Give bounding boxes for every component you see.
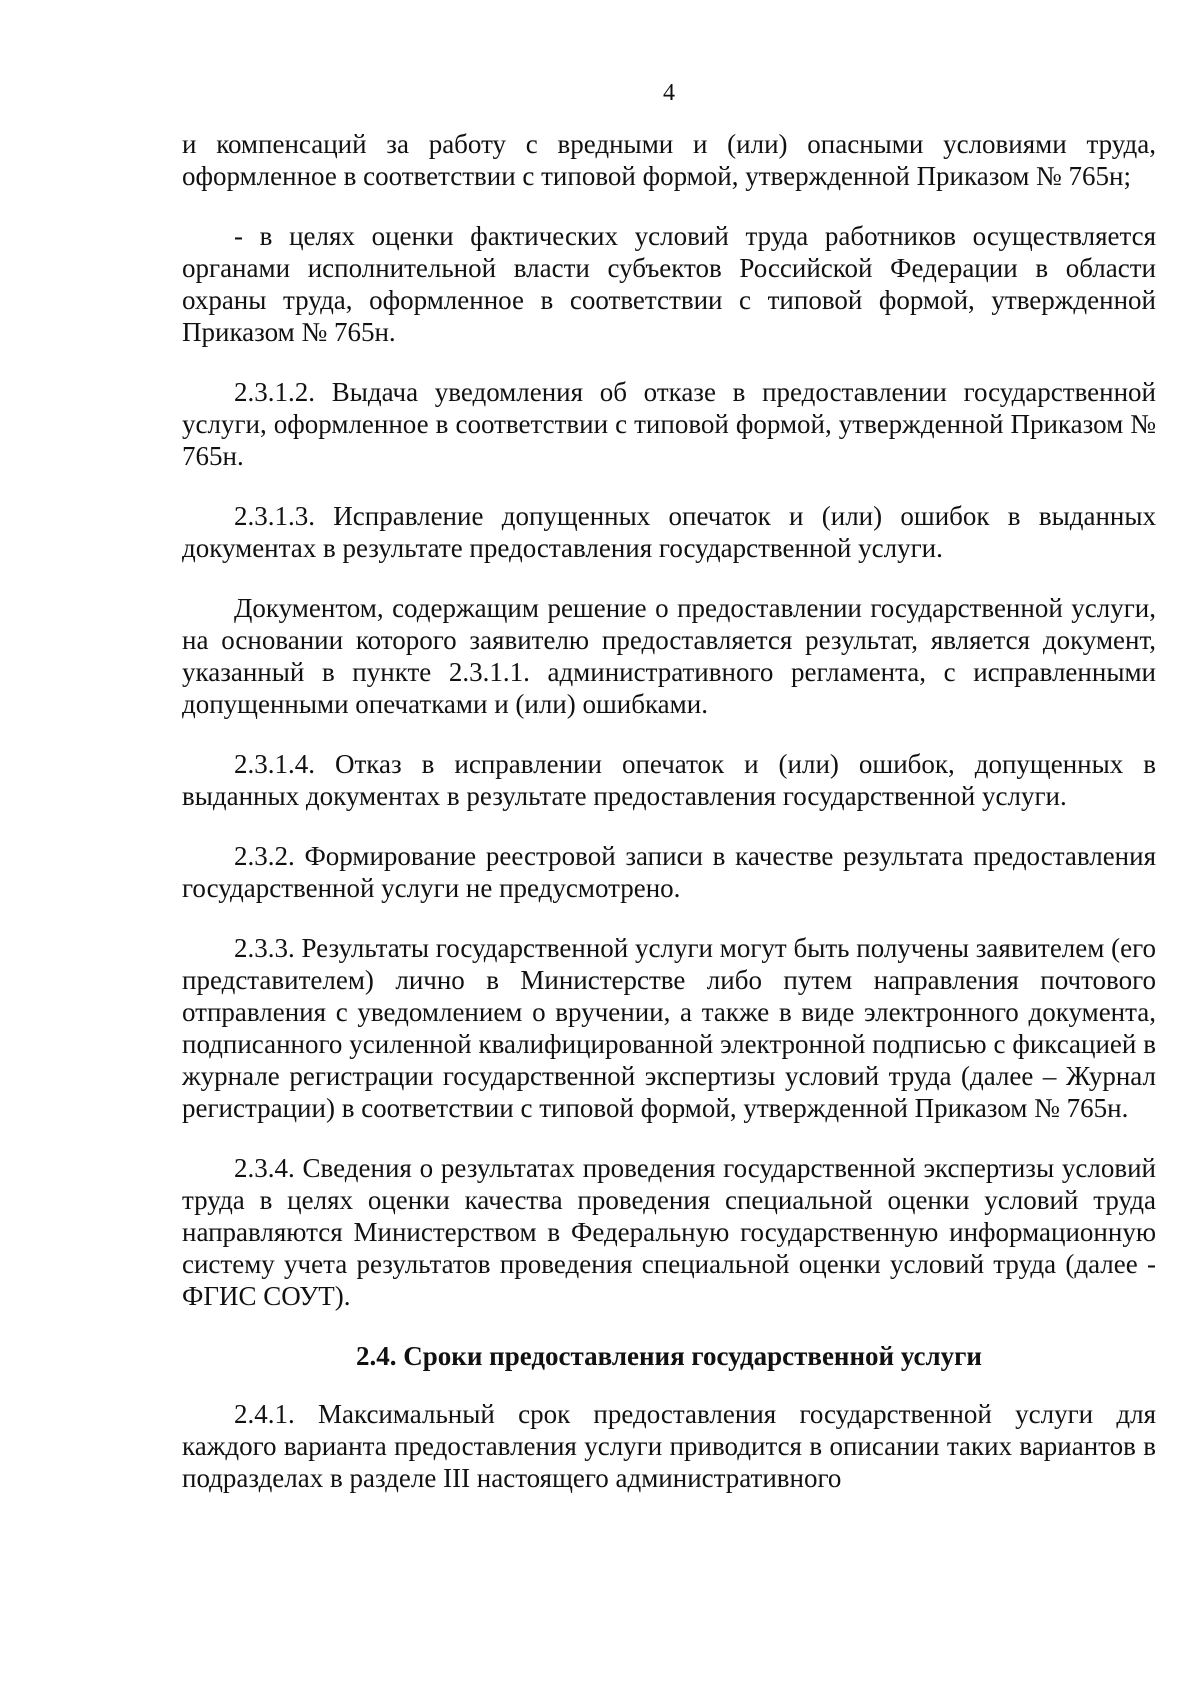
paragraph-2-3-2: 2.3.2. Формирование реестровой записи в качестве результата предоставления государственной услуги не предусмотрено. [182,841,1156,903]
paragraph-result-document: Документом, содержащим решение о предоставлении государственной услуги, на основании которого заявителю предоставляется результат, является документ, указанный в пункте 2.3.1.1. административного регламента, с исправленными допущенными опечатками и (или) ошибками. [182,593,1156,719]
paragraph-continuation: и компенсаций за работу с вредными и (или) опасными условиями труда, оформленное в соответствии с типовой формой, утвержденной Приказом № 765н; [182,129,1156,191]
paragraph-2-3-4: 2.3.4. Сведения о результатах проведения государственной экспертизы условий труда в целях оценки качества проведения специальной оценки условий труда направляются Министерством в Федеральную государственную информационную систему учета результатов проведения специальной оценки условий труда (далее - ФГИС СОУТ). [182,1153,1156,1311]
paragraph-2-4-1: 2.4.1. Максимальный срок предоставления государственной услуги для каждого варианта предоставления услуги приводится в описании таких вариантов в подразделах в разделе III настоящего административного [182,1399,1156,1493]
section-heading-2-4: 2.4. Сроки предоставления государственной услуги [356,1341,982,1371]
paragraph-2-3-1-2: 2.3.1.2. Выдача уведомления об отказе в предоставлении государственной услуги, оформленное в соответствии с типовой формой, утвержденной Приказом № 765н. [182,377,1156,471]
document-body [182,128,1156,1522]
paragraph-2-3-1-3: 2.3.1.3. Исправление допущенных опечаток и (или) ошибок в выданных документах в результате предоставления государственной услуги. [182,501,1156,563]
paragraph-2-3-1-4: 2.3.1.4. Отказ в исправлении опечаток и (или) ошибок, допущенных в выданных документах в результате предоставления государственной услуги. [182,749,1156,811]
page-number: 4 [663,80,675,106]
paragraph-bullet-regional: - в целях оценки фактических условий труда работников осуществляется органами исполнительной власти субъектов Российской Федерации в области охраны труда, оформленное в соответствии с типовой формой, утвержденной Приказом № 765н. [182,221,1156,347]
paragraph-2-3-3: 2.3.3. Результаты государственной услуги могут быть получены заявителем (его представителем) лично в Министерстве либо путем направления почтового отправления с уведомлением о вручении, а также в виде электронного документа, подписанного усиленной квалифицированной электронной подписью с фиксацией в журнале регистрации государственной экспертизы условий труда (далее – Журнал регистрации) в соответствии с типовой формой, утвержденной Приказом № 765н. [182,933,1156,1123]
